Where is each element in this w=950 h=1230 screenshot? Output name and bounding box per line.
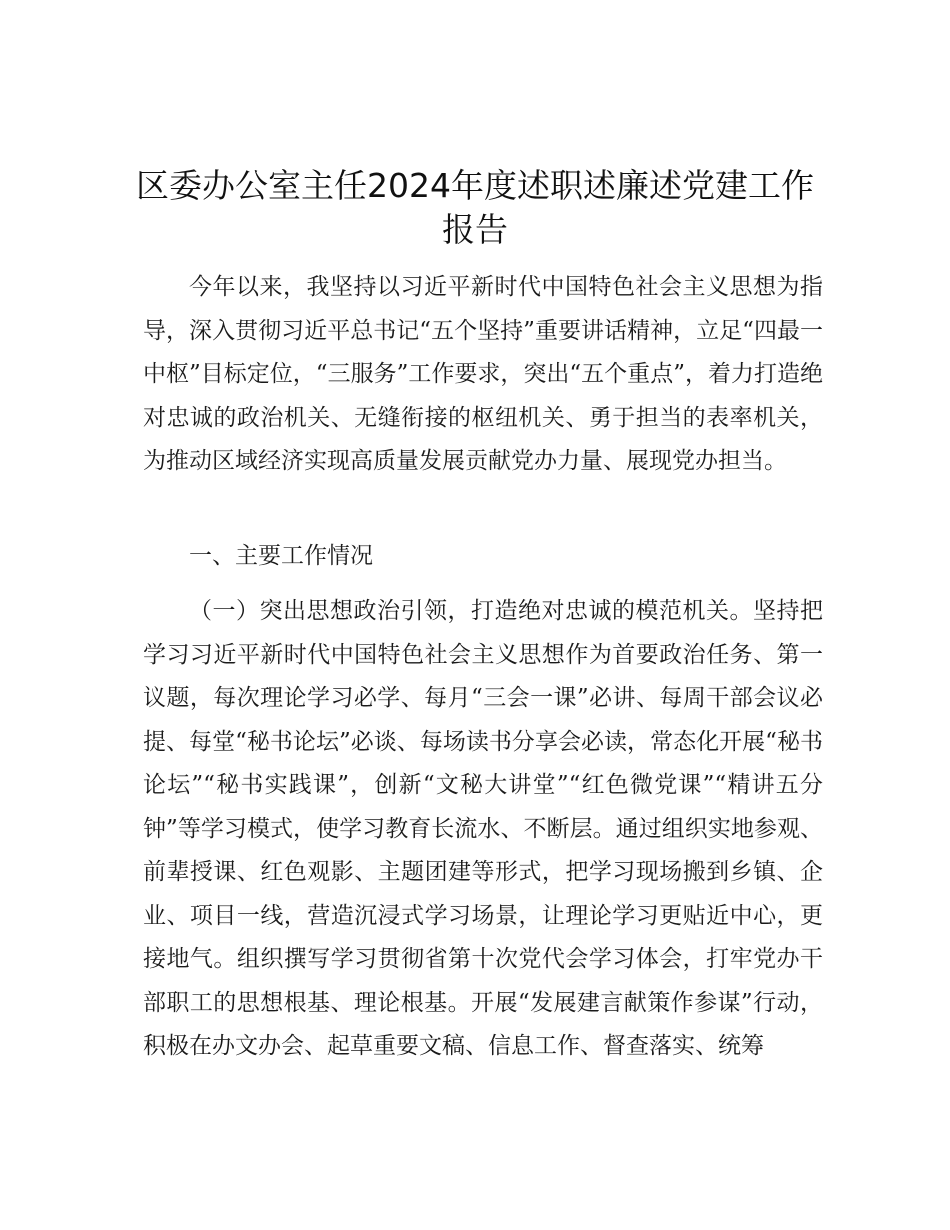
- intro-paragraph: 今年以来，我坚持以习近平新时代中国特色社会主义思想为指导，深入贯彻习近平总书记“五个坚持”重要讲话精神，立足“四最一中枢”目标定位，“三服务”工作要求，突出“五个重点”，着力打造绝对忠诚的政治机关、无缝衔接的枢纽机关、勇于担当的表率机关，为推动区域经济实现高质量发展贡献党办力量、展现党办担当。: [143, 274, 823, 474]
- section-1-paragraph: （一）突出思想政治引领，打造绝对忠诚的模范机关。坚持把学习习近平新时代中国特色社会主义思想作为首要政治任务、第一议题，每次理论学习必学、每月“三会一课”必讲、每周干部会议必提、每堂“秘书论坛”必谈、每场读书分享会必读，常态化开展“秘书论坛”“秘书实践课”，创新“文秘大讲堂”“红色微党课”“精讲五分钟”等学习模式，使学习教育长流水、不断层。通过组织实地参观、前辈授课、红色观影、主题团建等形式，把学习现场搬到乡镇、企业、项目一线，营造沉浸式学习场景，让理论学习更贴近中心，更接地气。组织撰写学习贯彻省第十次党代会学习体会，打牢党办干部职工的思想根基、理论根基。开展“发展建言献策作参谋”行动，积极在办文办会、起草重要文稿、信息工作、督查落实、统筹: [143, 598, 823, 1059]
- document-title-line-2: 报告: [442, 210, 508, 249]
- document-title-line-1: 区委办公室主任2024年度述职述廉述党建工作: [136, 166, 814, 205]
- section-heading: 一、主要工作情况: [189, 543, 373, 569]
